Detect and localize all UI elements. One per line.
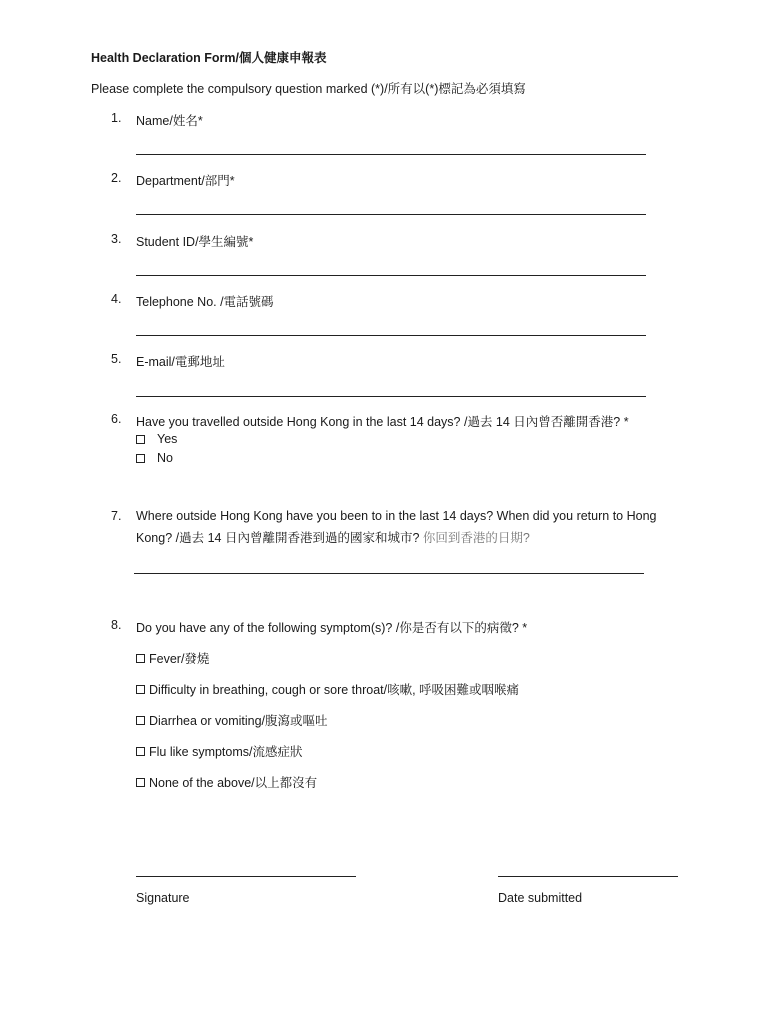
question-8-number: 8. xyxy=(111,618,122,632)
name-answer-line[interactable] xyxy=(136,154,646,155)
email-answer-line[interactable] xyxy=(136,396,646,397)
symptom-option-diarrhea[interactable] xyxy=(136,711,328,729)
question-7-text-line2 xyxy=(136,528,530,546)
checkbox-icon[interactable] xyxy=(136,716,145,725)
question-7-text-line1: Where outside Hong Kong have you been to in the last 14 days? When did you return to Hong xyxy=(136,509,657,523)
symptom-option-none[interactable] xyxy=(136,773,317,791)
signature-line[interactable] xyxy=(136,876,356,877)
date-submitted-label: Date submitted xyxy=(498,891,583,905)
signature-label: Signature xyxy=(136,891,190,905)
option-label: Yes xyxy=(157,432,178,446)
question-6-number: 6. xyxy=(111,412,122,426)
option-label: Diarrhea or vomiting/腹瀉或嘔吐 xyxy=(149,714,328,728)
question-7-number: 7. xyxy=(111,509,122,523)
option-label: Fever/發燒 xyxy=(149,652,210,666)
question-5-text: E-mail/電郵地址 xyxy=(136,355,225,369)
question-8-text: Do you have any of the following symptom(s)? /你是否有以下的病徵? * xyxy=(136,621,528,635)
option-label: Difficulty in breathing, cough or sore throat/咳嗽, 呼吸困難或咽喉痛 xyxy=(149,683,520,697)
question-1-number: 1. xyxy=(111,111,122,125)
question-4-text: Telephone No. /電話號碼 xyxy=(136,295,274,309)
form-title: Health Declaration Form/個人健康申報表 xyxy=(91,51,327,65)
checkbox-icon[interactable] xyxy=(136,654,145,663)
question-1-text: Name/姓名* xyxy=(136,114,203,128)
travel-option-no[interactable] xyxy=(136,451,173,465)
symptom-option-fever[interactable] xyxy=(136,649,209,667)
question-5-number: 5. xyxy=(111,352,122,366)
checkbox-icon[interactable] xyxy=(136,435,145,444)
checkbox-icon[interactable] xyxy=(136,747,145,756)
option-label: None of the above/以上都沒有 xyxy=(149,776,318,790)
option-label: Flu like symptoms/流感症狀 xyxy=(149,745,303,759)
student-id-answer-line[interactable] xyxy=(136,275,646,276)
checkbox-icon[interactable] xyxy=(136,454,145,463)
question-3-text: Student ID/學生編號* xyxy=(136,235,254,249)
question-7-text-line2-a: Kong? /過去 14 日內曾離開香港到過的國家和城市? xyxy=(136,531,423,545)
question-6-text: Have you travelled outside Hong Kong in the last 14 days? /過去 14 日內曾否離開香港? * xyxy=(136,415,629,429)
question-2-number: 2. xyxy=(111,171,122,185)
question-2-text: Department/部門* xyxy=(136,174,235,188)
department-answer-line[interactable] xyxy=(136,214,646,215)
option-label: No xyxy=(157,451,173,465)
symptom-option-breathing[interactable] xyxy=(136,680,519,698)
travel-option-yes[interactable] xyxy=(136,432,177,446)
telephone-answer-line[interactable] xyxy=(136,335,646,336)
question-7-text-line2-b: 你回到香港的日期? xyxy=(422,531,530,545)
checkbox-icon[interactable] xyxy=(136,685,145,694)
symptom-option-flu[interactable] xyxy=(136,742,303,760)
date-line[interactable] xyxy=(498,876,678,877)
question-4-number: 4. xyxy=(111,292,122,306)
checkbox-icon[interactable] xyxy=(136,778,145,787)
question-3-number: 3. xyxy=(111,232,122,246)
form-instruction: Please complete the compulsory question marked (*)/所有以(*)標記為必須填寫 xyxy=(91,82,526,96)
travel-details-answer-line[interactable] xyxy=(134,573,644,574)
